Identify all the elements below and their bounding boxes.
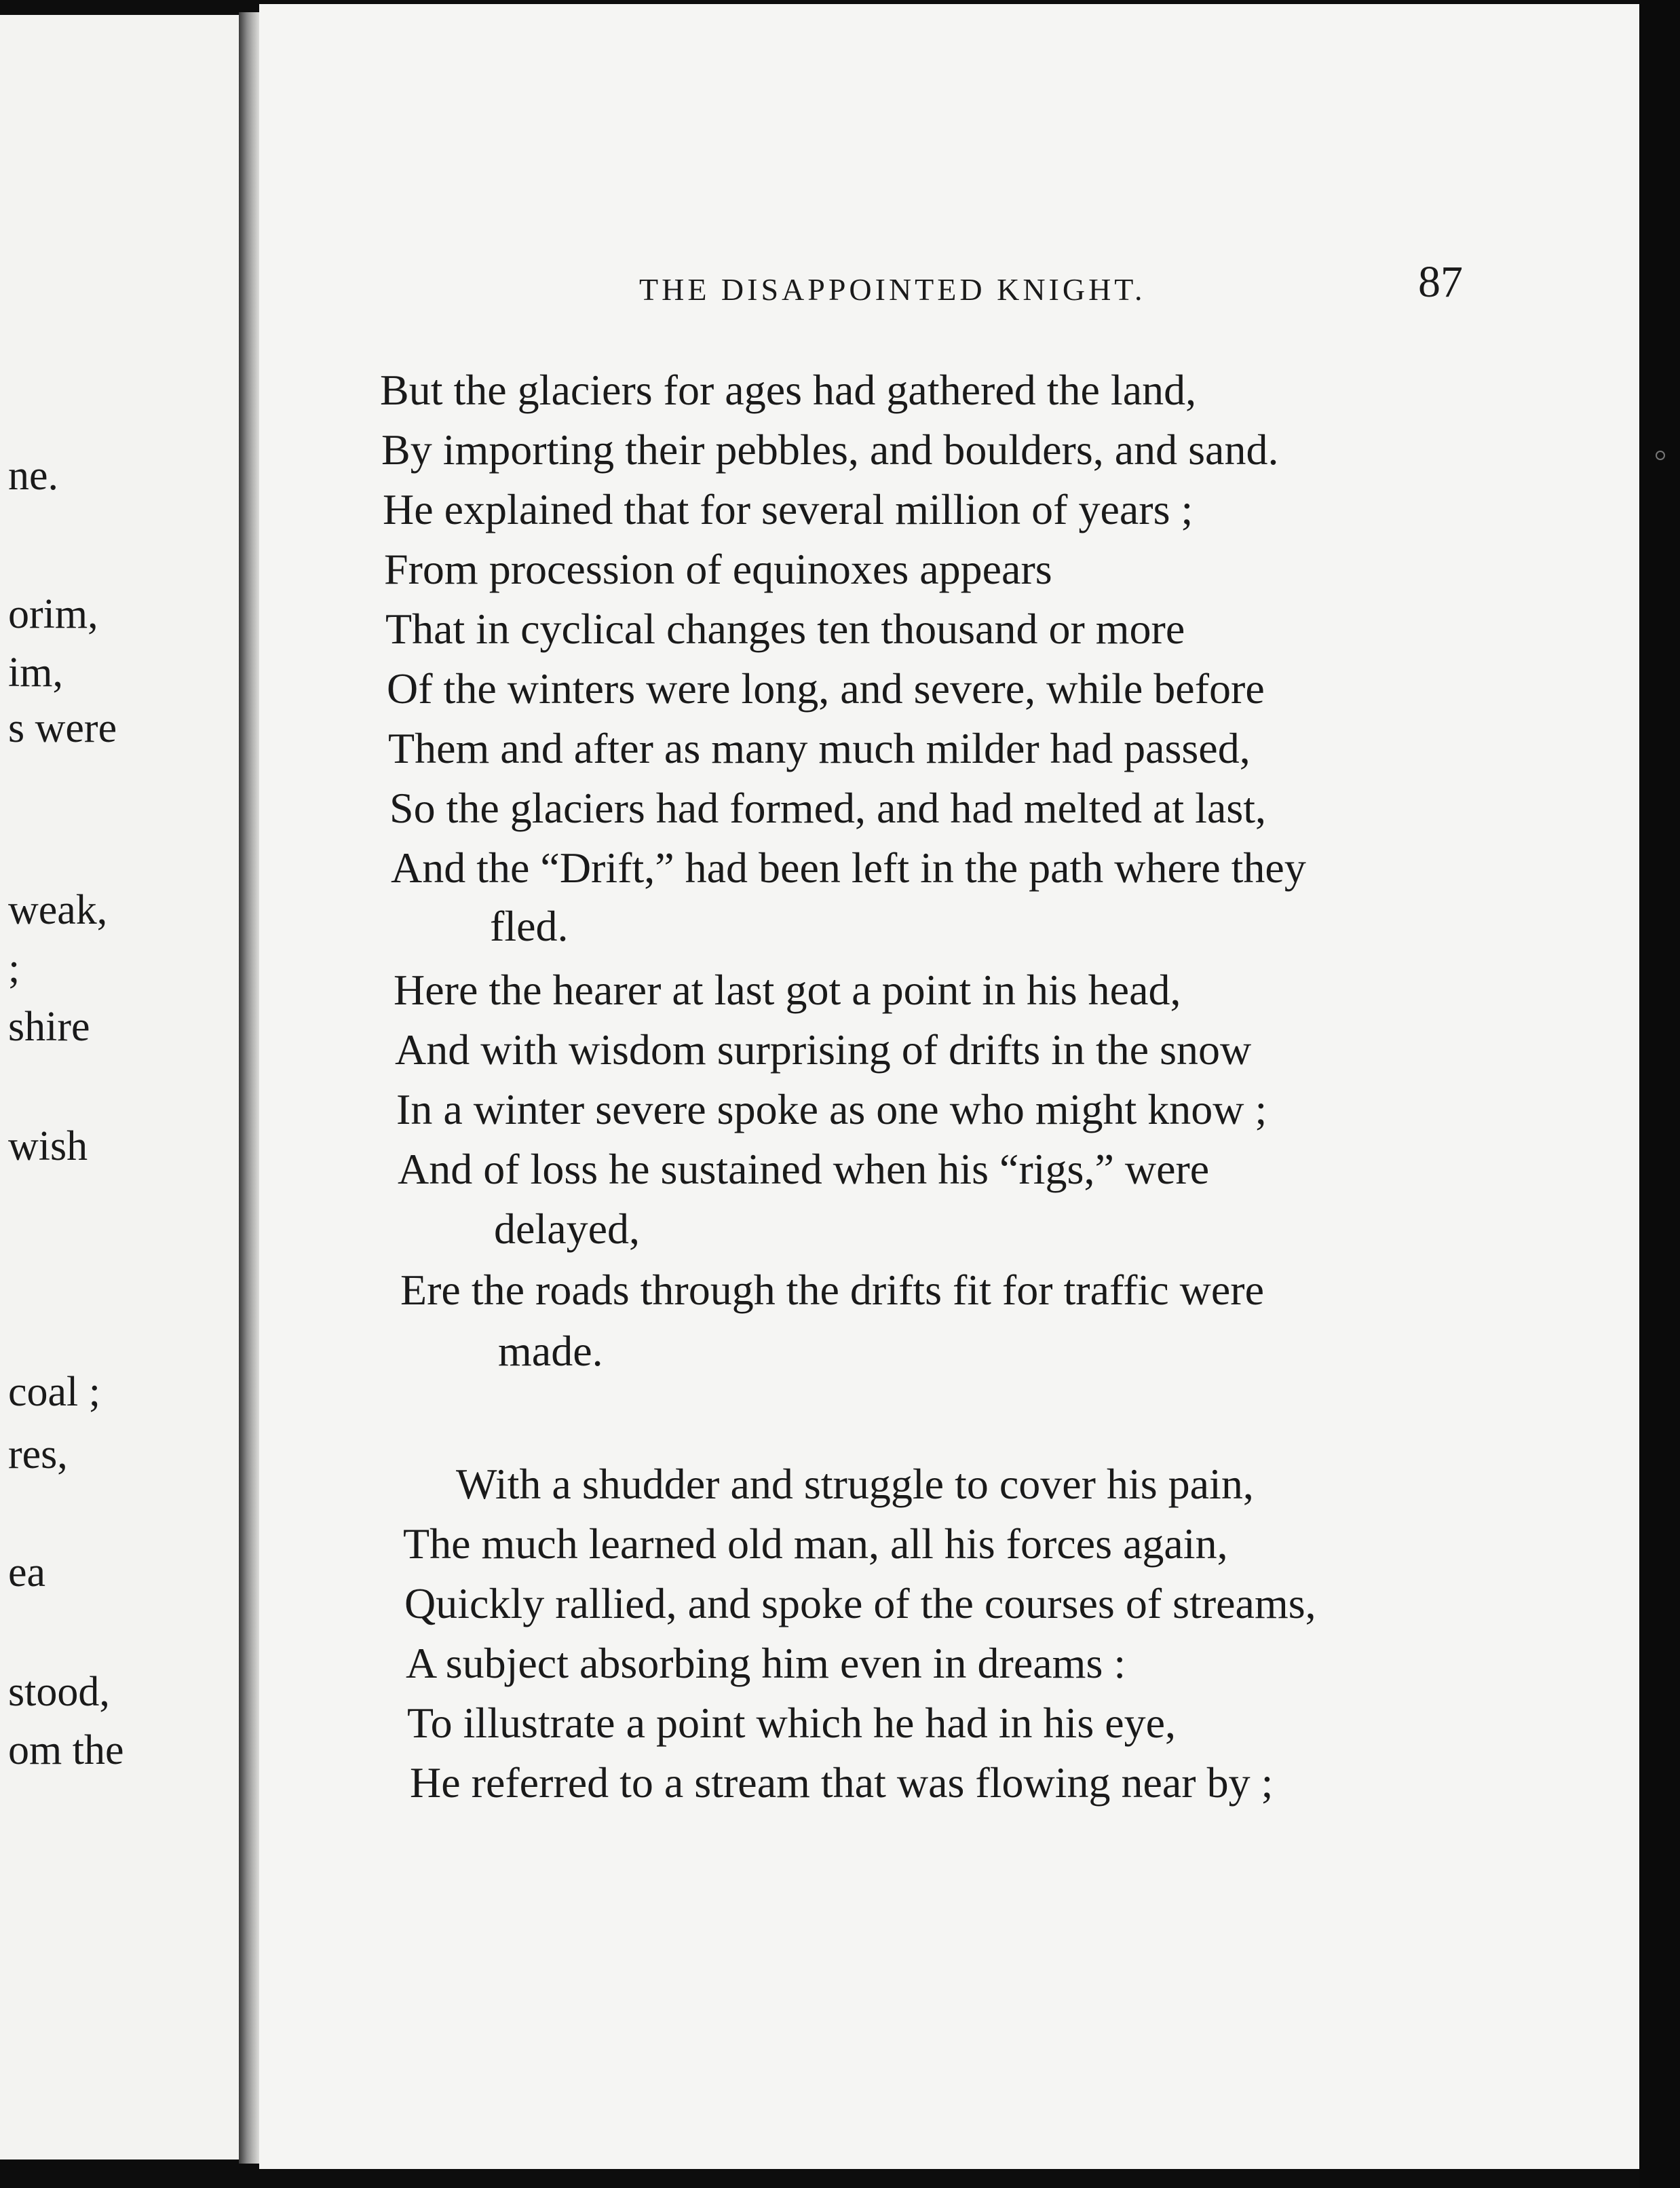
scan-mark [1656, 451, 1665, 460]
verse-line: A subject absorbing him even in dreams : [406, 1639, 1126, 1687]
verse-line: And of loss he sustained when his “rigs,” were [398, 1145, 1210, 1193]
verse-line: To illustrate a point which he had in his eye, [407, 1699, 1177, 1747]
verse-line: Here the hearer at last got a point in his head, [394, 966, 1181, 1014]
verse-line-continuation: fled. [490, 902, 569, 950]
verse-line-continuation: made. [498, 1327, 603, 1375]
left-page [0, 15, 240, 2159]
verse-line: So the glaciers had formed, and had melted at last, [389, 784, 1267, 832]
verse-line: And with wisdom surprising of drifts in the snow [395, 1025, 1252, 1074]
left-fragment: res, [8, 1431, 68, 1477]
running-title: THE DISAPPOINTED KNIGHT. [639, 272, 1146, 307]
page-number: 87 [1418, 257, 1463, 307]
left-fragment: ne. [8, 453, 59, 499]
verse-line: He explained that for several million of years ; [383, 485, 1194, 533]
verse-line: Of the winters were long, and severe, while before [387, 664, 1265, 713]
verse-line: He referred to a stream that was flowing near by ; [410, 1758, 1274, 1807]
verse-line: Them and after as many much milder had passed, [388, 724, 1251, 772]
verse-line-continuation: delayed, [494, 1205, 640, 1253]
left-fragment: wish [8, 1123, 88, 1169]
left-fragment: stood, [8, 1669, 110, 1715]
left-fragment: orim, [8, 591, 98, 637]
verse-line: With a shudder and struggle to cover his pain, [456, 1460, 1254, 1508]
left-fragment: ; [8, 945, 20, 992]
verse-line: The much learned old man, all his forces again, [403, 1520, 1228, 1568]
left-fragment: weak, [8, 887, 108, 933]
left-fragment: shire [8, 1004, 90, 1050]
verse-line: Ere the roads through the drifts fit for traffic were [400, 1266, 1264, 1314]
left-fragment: ea [8, 1549, 46, 1596]
left-fragment: s were [8, 705, 117, 751]
book-gutter [239, 12, 259, 2164]
verse-line: Quickly rallied, and spoke of the courses of streams, [404, 1579, 1316, 1627]
left-fragment: im, [8, 649, 63, 696]
scan-edge [1639, 0, 1680, 2188]
verse-line: From procession of equinoxes appears [384, 545, 1052, 593]
verse-line: And the “Drift,” had been left in the path where they [391, 844, 1306, 892]
left-fragment: coal ; [8, 1369, 100, 1415]
left-fragment: om the [8, 1727, 124, 1773]
verse-line: But the glaciers for ages had gathered the land, [380, 366, 1197, 414]
verse-line: By importing their pebbles, and boulders, and sand. [381, 426, 1279, 474]
verse-line: In a winter severe spoke as one who might know ; [396, 1085, 1267, 1133]
verse-line: That in cyclical changes ten thousand or more [385, 605, 1185, 653]
